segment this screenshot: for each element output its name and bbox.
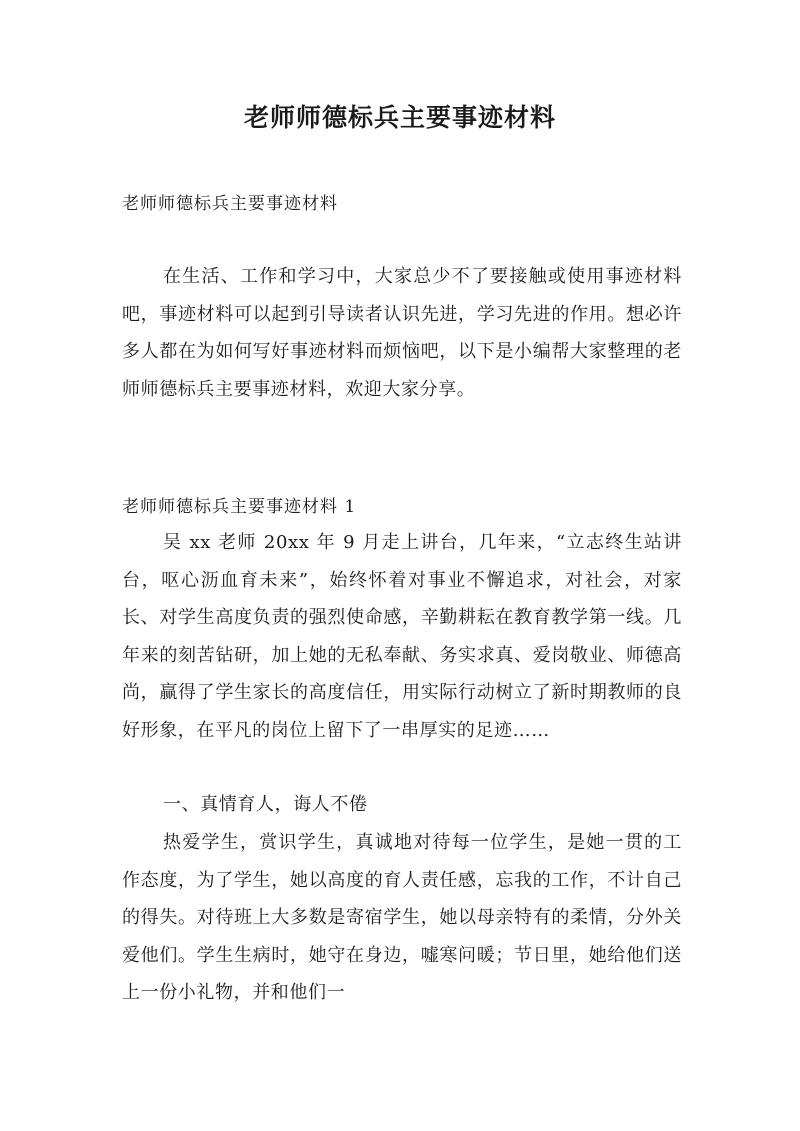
document-subtitle: 老师师德标兵主要事迹材料 [122, 194, 338, 214]
document-title: 老师师德标兵主要事迹材料 [243, 103, 556, 132]
intro-paragraph: 在生活、工作和学习中，大家总少不了要接触或使用事迹材料吧，事迹材料可以起到引导读者认识先进，学习先进的作用。想必许多人都在为如何写好事迹材料而烦恼吧，以下是小编帮大家整理的老师师德标兵主要事迹材料，欢迎大家分享。 [122, 266, 682, 400]
subsection-paragraph: 热爱学生，赏识学生，真诚地对待每一位学生，是她一贯的工作态度，为了学生，她以高度的育人责任感，忘我的工作，不计自己的得失。对待班上大多数是寄宿学生，她以母亲特有的柔情，分外关爱他们。学生生病时，她守在身边，嘘寒问暖；节日里，她给他们送上一份小礼物，并和他们一 [122, 832, 682, 1003]
section-paragraph: 吴 xx 老师 20xx 年 9 月走上讲台，几年来，“立志终生站讲台，呕心沥血育未来”，始终怀着对事业不懈追求，对社会，对家长、对学生高度负责的强烈使命感，辛勤耕耘在教育教学第一线。几年来的刻苦钻研，加上她的无私奉献、务实求真、爱岗敬业、师德高尚，赢得了学生家长的高度信任，用实际行动树立了新时期教师的良好形象，在平凡的岗位上留下了一串厚实的足迹…… [122, 532, 682, 741]
section-heading: 老师师德标兵主要事迹材料 1 [122, 497, 357, 517]
subsection-heading: 一、真情育人，诲人不倦 [163, 794, 368, 815]
